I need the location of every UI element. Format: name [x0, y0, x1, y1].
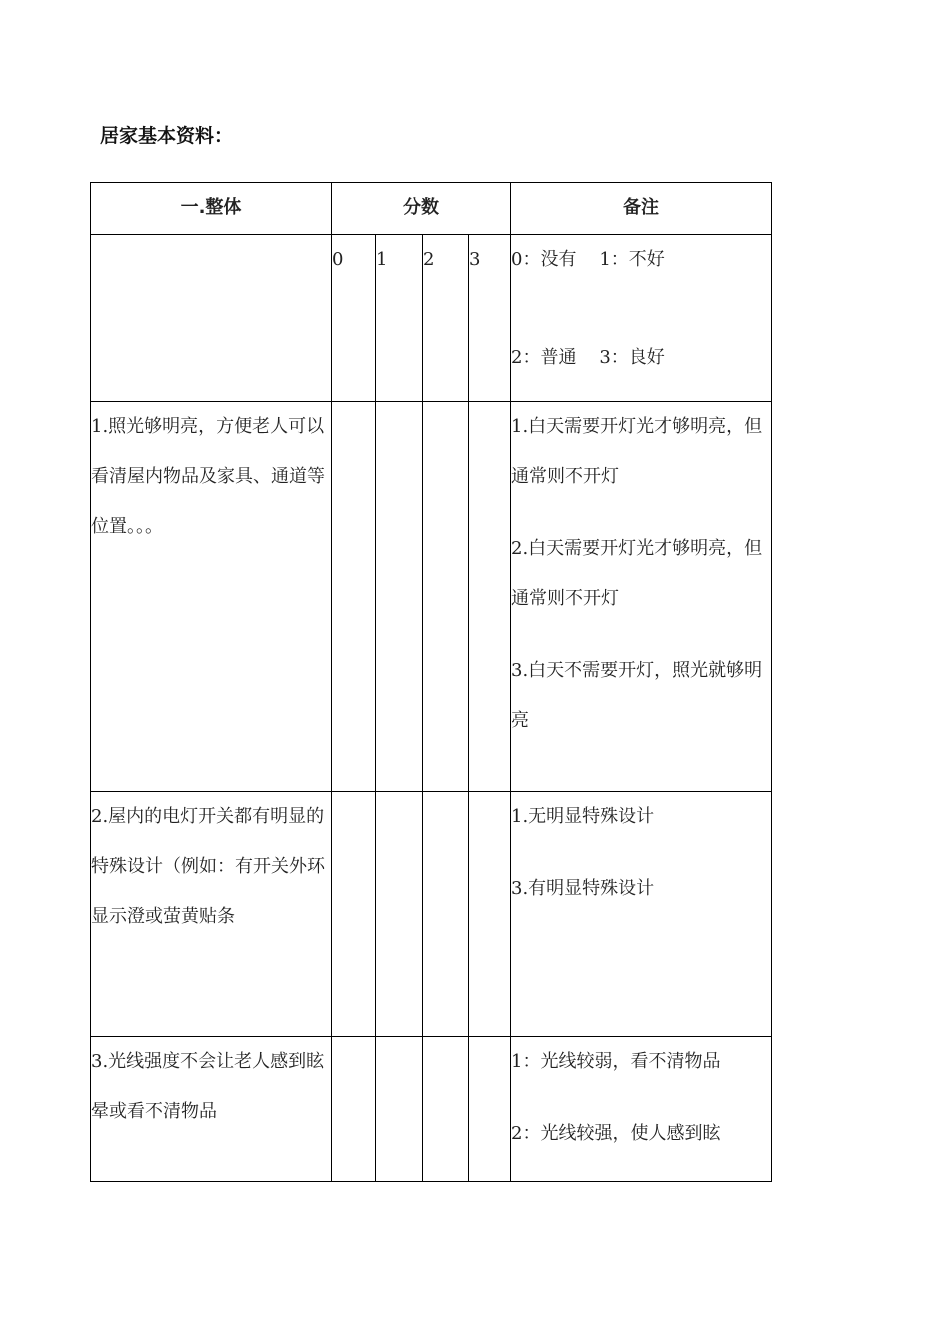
note-text: 1：光线较弱，看不清物品	[511, 1051, 721, 1072]
score-cell-3[interactable]	[469, 402, 511, 792]
legend-line: 0：没有 1：不好	[511, 249, 665, 270]
note-text: 2：光线较强，使人感到眩	[511, 1123, 721, 1144]
row-item: 3.光线强度不会让老人感到眩晕或看不清物品	[91, 1037, 332, 1182]
row-notes	[511, 792, 772, 1037]
score-scale-row	[91, 235, 772, 402]
score-legend	[511, 235, 772, 402]
header-item: 一.整体	[91, 183, 332, 235]
row-item: 2.屋内的电灯开关都有明显的特殊设计（例如：有开关外环显示澄或萤黄贴条	[91, 792, 332, 1037]
note-text: 3.白天不需要开灯，照光就够明亮	[511, 660, 763, 731]
score-cell-2[interactable]	[423, 402, 469, 792]
note-text: 1.白天需要开灯光才够明亮，但通常则不开灯	[511, 416, 763, 487]
table-row	[91, 1037, 772, 1182]
note-text: 3.有明显特殊设计	[511, 878, 655, 899]
score-cell-0[interactable]	[332, 402, 376, 792]
score-1: 1	[376, 235, 423, 402]
row-notes	[511, 1037, 772, 1182]
note-text: 1.无明显特殊设计	[511, 806, 655, 827]
legend-line: 2：普通 3：良好	[511, 347, 665, 368]
score-cell-0[interactable]	[332, 792, 376, 1037]
assessment-table	[90, 182, 772, 1182]
header-score: 分数	[332, 183, 511, 235]
score-0: 0	[332, 235, 376, 402]
header-row	[91, 183, 772, 235]
score-cell-2[interactable]	[423, 1037, 469, 1182]
note-text: 2.白天需要开灯光才够明亮，但通常则不开灯	[511, 538, 763, 609]
row-item: 1.照光够明亮，方便老人可以看清屋内物品及家具、通道等位置。。。	[91, 402, 332, 792]
empty-item-cell	[91, 235, 332, 402]
header-notes: 备注	[511, 183, 772, 235]
score-cell-3[interactable]	[469, 1037, 511, 1182]
score-3: 3	[469, 235, 511, 402]
row-notes	[511, 402, 772, 792]
score-cell-1[interactable]	[376, 792, 423, 1037]
table-row	[91, 792, 772, 1037]
score-cell-3[interactable]	[469, 792, 511, 1037]
score-cell-0[interactable]	[332, 1037, 376, 1182]
score-2: 2	[423, 235, 469, 402]
page-title: 居家基本资料：	[100, 125, 234, 147]
table-row	[91, 402, 772, 792]
score-cell-2[interactable]	[423, 792, 469, 1037]
score-cell-1[interactable]	[376, 402, 423, 792]
score-cell-1[interactable]	[376, 1037, 423, 1182]
